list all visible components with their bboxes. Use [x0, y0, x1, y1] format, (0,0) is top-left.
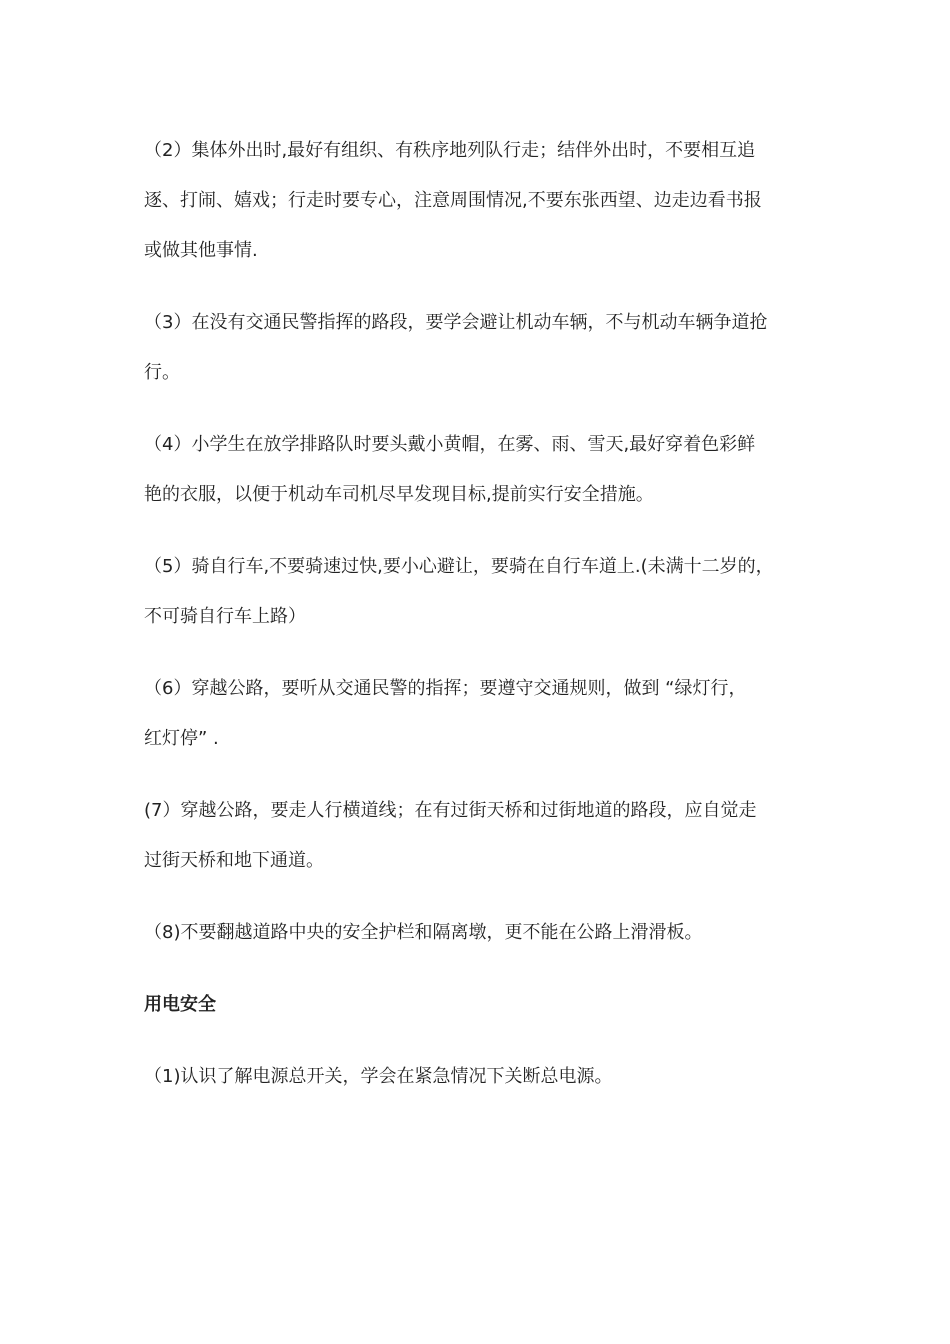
document-body	[144, 126, 812, 1124]
text-line: 不可骑自行车上路）	[144, 606, 306, 627]
text-line: 或做其他事情.	[144, 240, 258, 261]
text-line: （5）骑自行车,不要骑速过快,要小心避让，要骑在自行车道上.(未满十二岁的，	[144, 556, 774, 577]
text-line: （6）穿越公路，要听从交通民警的指挥；要遵守交通规则，做到 “绿灯行，	[144, 678, 747, 699]
paragraph-2	[144, 126, 812, 276]
paragraph-6	[144, 664, 812, 764]
text-line: 行。	[144, 362, 180, 383]
text-line: （4）小学生在放学排路队时要头戴小黄帽，在雾、雨、雪天,最好穿着色彩鲜	[144, 434, 756, 455]
text-line: （8)不要翻越道路中央的安全护栏和隔离墩，更不能在公路上滑滑板。	[144, 922, 703, 943]
text-line: 过街天桥和地下通道。	[144, 850, 324, 871]
paragraph-5	[144, 542, 812, 642]
text-line: （2）集体外出时,最好有组织、有秩序地列队行走；结伴外出时，不要相互追	[144, 140, 756, 161]
paragraph-8	[144, 908, 812, 958]
text-line: （3）在没有交通民警指挥的路段，要学会避让机动车辆，不与机动车辆争道抢	[144, 312, 768, 333]
paragraph-3	[144, 298, 812, 398]
text-line: (7）穿越公路，要走人行横道线；在有过街天桥和过街地道的路段，应自觉走	[144, 800, 757, 821]
text-line: 艳的衣服，以便于机动车司机尽早发现目标,提前实行安全措施。	[144, 484, 654, 505]
section-heading: 用电安全	[144, 994, 216, 1015]
text-line: （1)认识了解电源总开关，学会在紧急情况下关断总电源。	[144, 1066, 613, 1087]
paragraph-7	[144, 786, 812, 886]
section-paragraph-1	[144, 1052, 812, 1102]
text-line: 逐、打闹、嬉戏；行走时要专心，注意周围情况,不要东张西望、边走边看书报	[144, 190, 762, 211]
text-line: 红灯停” .	[144, 728, 219, 749]
paragraph-4	[144, 420, 812, 520]
